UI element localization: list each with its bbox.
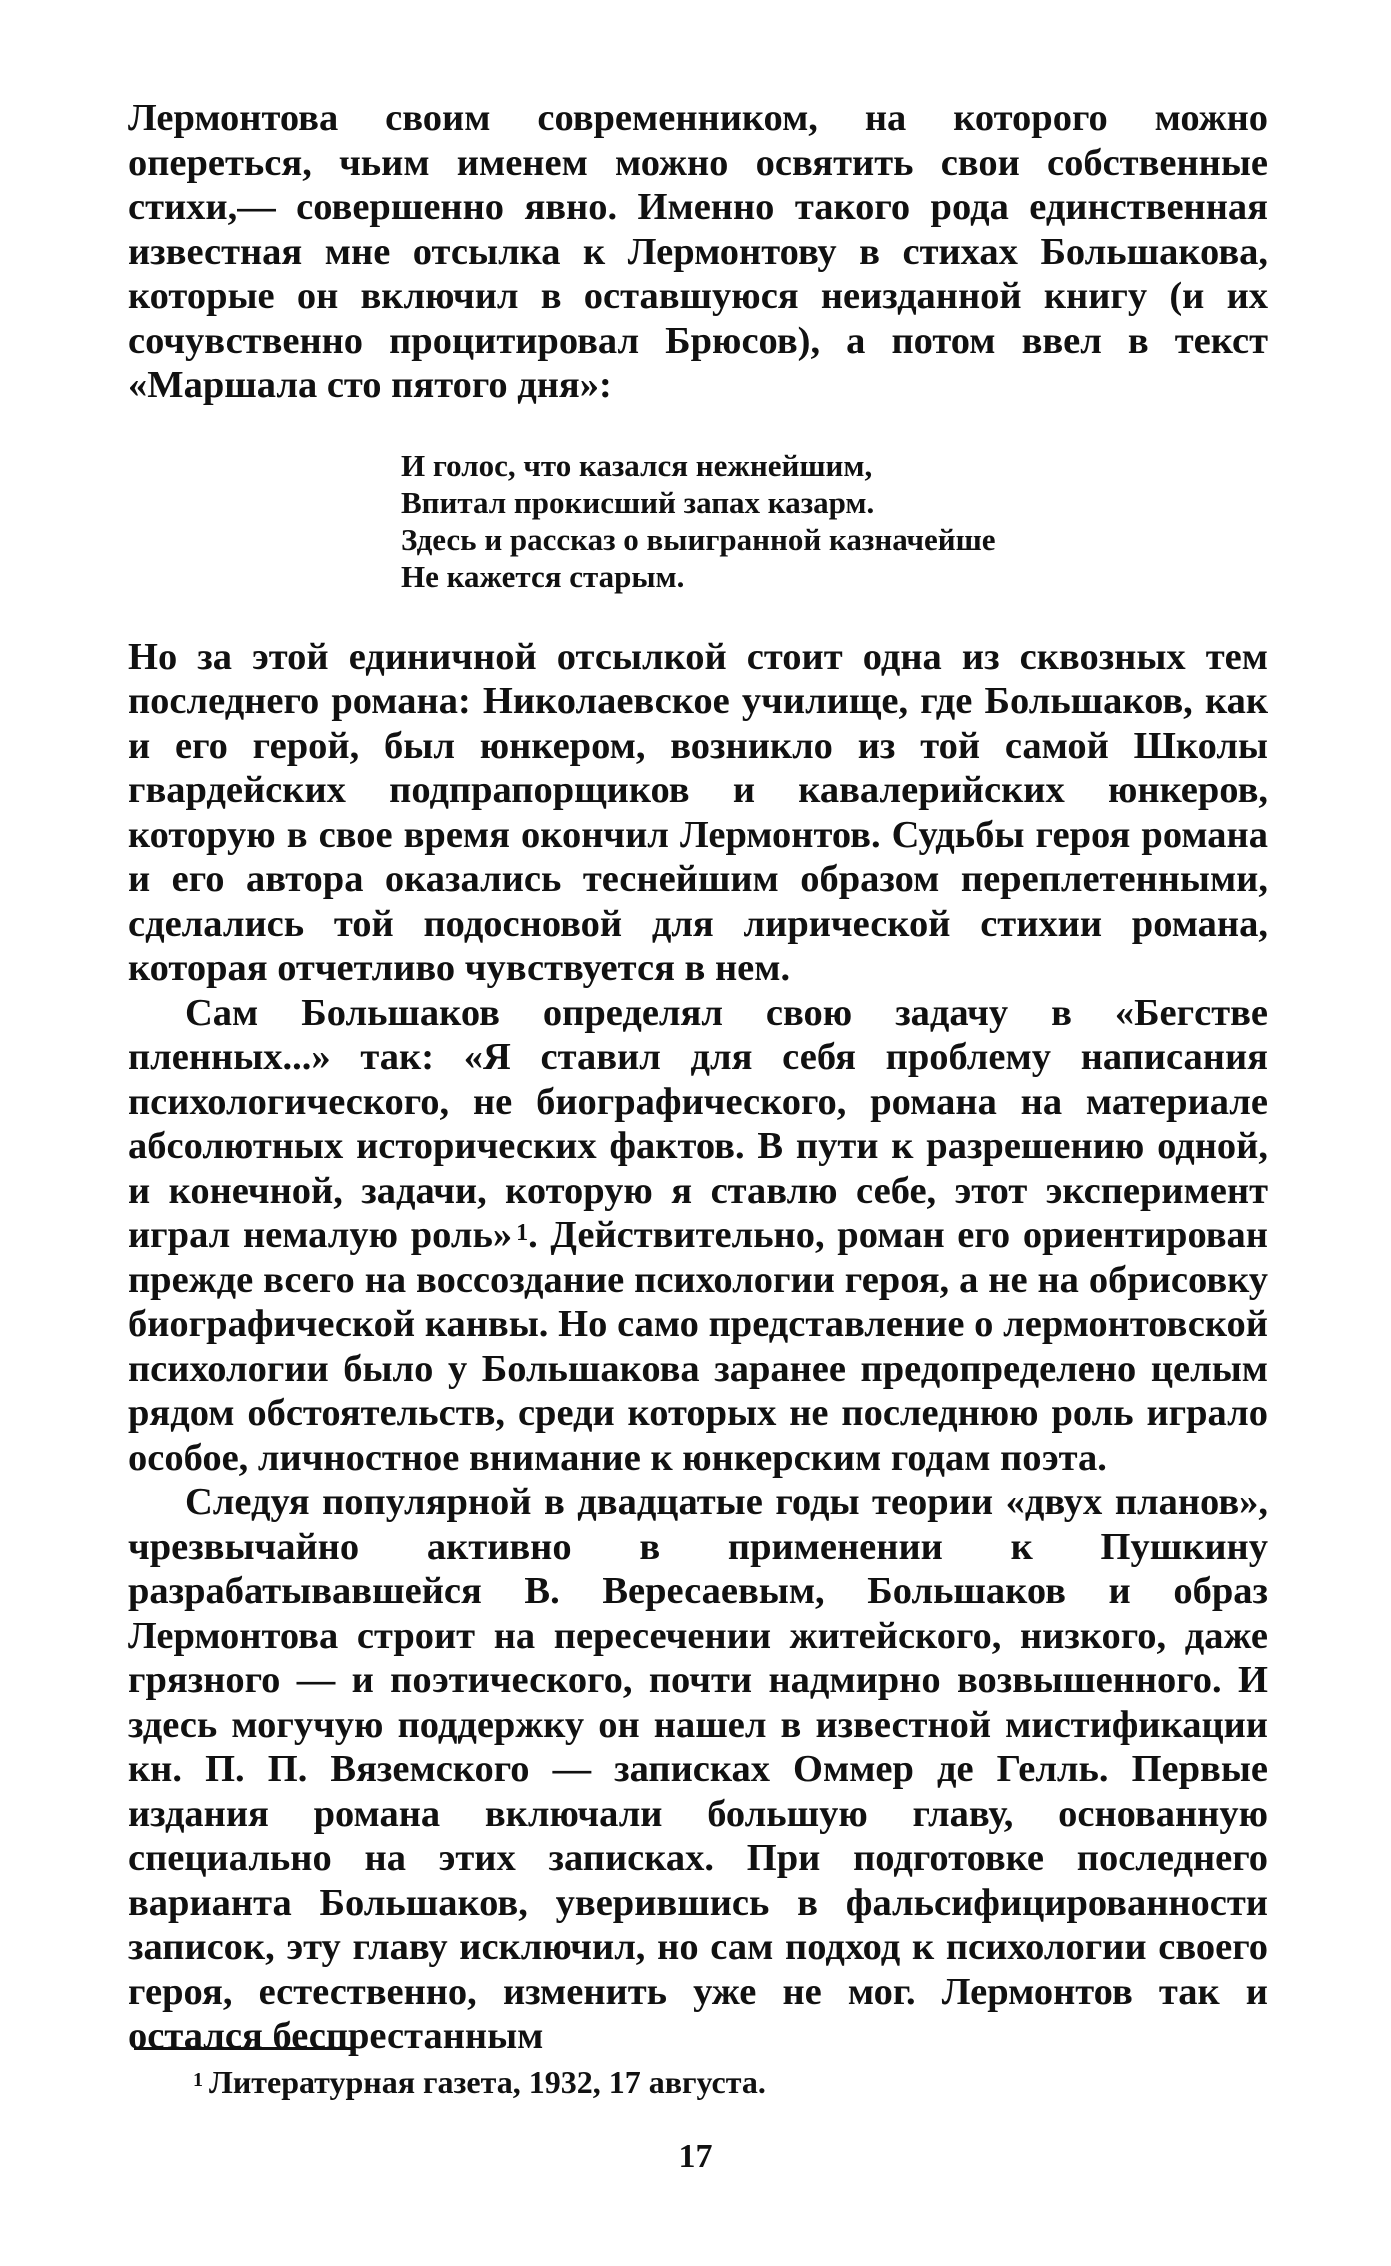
verse-line-2: Впитал прокисший запах казарм.: [401, 484, 875, 520]
footnote: [193, 2063, 766, 2101]
page-body: [128, 96, 1268, 2059]
paragraph-3-text-a: Сам Большаков определял свою задачу в «Бегстве пленных...» так: «Я ставил для себя проблему написания психологического, не биографического, романа на материале абсолютных исторических фактов. В пути к разрешению одной, и конечной, задачи, которую я ставлю себе, этот эксперимент играл немалую роль»: [128, 991, 1268, 1256]
verse-line-4: Не кажется старым.: [401, 558, 685, 594]
verse-line-1: И голос, что казался нежнейшим,: [401, 447, 873, 483]
page-number: 17: [678, 2138, 713, 2175]
verse-quote: [401, 447, 1268, 595]
paragraph-3-text-b: . Действительно, роман его ориентирован прежде всего на воссоздание психологии героя, а не на обрисовку биографической канвы. Но само представление о лермонтовской психологии было у Большакова заранее предопределено целым рядом обстоятельств, среди которых не последнюю роль играло особое, личностное внимание к юнкерским годам поэта.: [128, 1214, 1268, 1479]
verse-line-3: Здесь и рассказ о выигранной казначейше: [401, 521, 996, 557]
paragraph-2: Но за этой единичной отсылкой стоит одна из сквозных тем последнего романа: Николаевское училище, где Большаков, как и его герой, был юнкером, возникло из той самой Школы гвардейских подпрапорщиков и кавалерийских юнкеров, которую в свое время окончил Лермонтов. Судьбы героя романа и его автора оказались теснейшим образом переплетенными, сделались той подосновой для лирической стихии романа, которая отчетливо чувствуется в нем.: [128, 635, 1268, 989]
footnote-reference: 1: [516, 1220, 529, 1246]
footnote-number: 1: [193, 2069, 203, 2091]
paragraph-1: Лермонтова своим современником, на которого можно опереться, чьим именем можно освятить свои собственные стихи,— совершенно явно. Именно такого рода единственная известная мне отсылка к Лермонтову в стихах Большакова, которые он включил в оставшуюся неизданной книгу (и их сочувственно процитировал Брюсов), а потом ввел в текст «Маршала сто пятого дня»:: [128, 97, 1268, 406]
footnote-divider: [134, 2047, 355, 2050]
paragraph-4: Следуя популярной в двадцатые годы теории «двух планов», чрезвычайно активно в применении к Пушкину разрабатывавшейся В. Вересаевым, Большаков и образ Лермонтова строит на пересечении житейского, низкого, даже грязного — и поэтического, почти надмирно возвышенного. И здесь могучую поддержку он нашел в известной мистификации кн. П. П. Вяземского — записках Оммер де Гелль. Первые издания романа включали большую главу, основанную специально на этих записках. При подготовке последнего варианта Большаков, уверившись в фальсифицированности записок, эту главу исключил, но сам подход к психологии своего героя, естественно, изменить уже не мог. Лермонтов так и остался беспрестанным: [128, 1481, 1268, 2057]
paragraph-3: [128, 991, 1268, 1481]
footnote-text: Литературная газета, 1932, 17 августа.: [209, 2064, 766, 2100]
